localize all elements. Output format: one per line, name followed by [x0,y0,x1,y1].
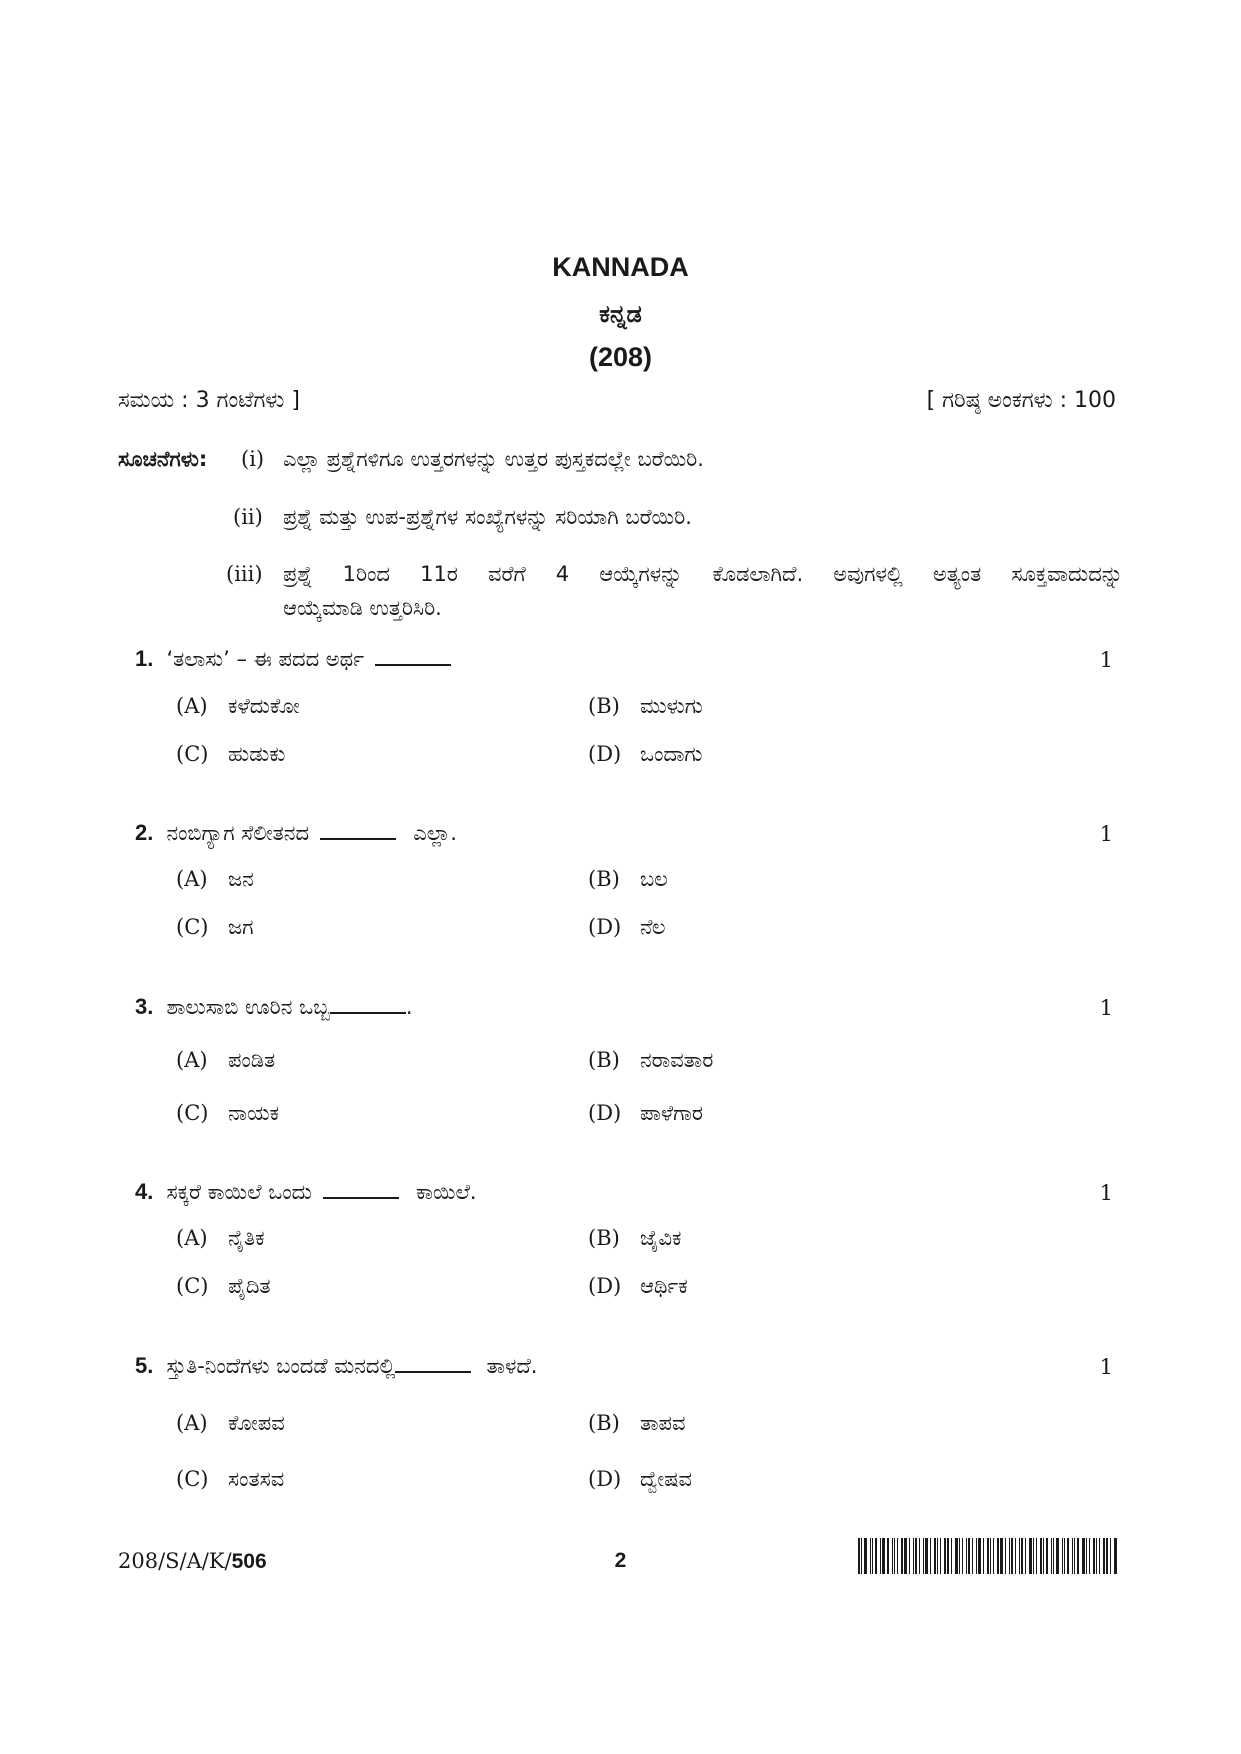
instruction-text: ಪ್ರಶ್ನೆ 1ರಿಂದ 11ರ ವರೆಗೆ 4 ಆಯ್ಕೆಗಳನ್ನು ಕೊಡಲಾಗಿದೆ. ಅವುಗಳಲ್ಲಿ ಅತ್ಯಂತ ಸೂಕ್ತವಾದುದನ್ನು [283,562,1123,586]
barcode-bar [978,1538,981,1574]
answer-blank [320,822,396,840]
exam-subject-title: KANNADA [552,252,689,282]
barcode-bar [997,1538,999,1574]
barcode-bar [858,1538,860,1574]
instruction-number: (iii) [226,562,263,586]
barcode-bar [947,1538,949,1574]
barcode-bar [923,1538,924,1574]
barcode-bar [901,1538,903,1574]
answer-blank [375,648,451,666]
barcode-bar [1046,1538,1048,1574]
barcode-bar [1086,1538,1087,1574]
barcode-bar [940,1538,941,1574]
question-text: ಸ್ತುತಿ-ನಿಂದೆಗಳು ಬಂದಡೆ ಮನದಲ್ಲಿ [166,1354,396,1378]
question [135,820,457,846]
barcode-bar [968,1538,970,1574]
answer-blank [330,996,406,1014]
question-marks: 1 [1099,648,1113,672]
barcode-bar [976,1538,977,1574]
question-text: ‘ತಲಾಸು’ – ಈ ಪದದ ಅರ್ಥ [166,647,365,671]
question-number: 4. [135,1179,154,1204]
barcode-bar [1067,1538,1069,1574]
barcode-bar [1074,1538,1075,1574]
question [135,1353,537,1379]
barcode-bar [882,1538,885,1574]
question-number: 2. [135,820,154,845]
instruction-text-continued: ಆಯ್ಕೆಮಾಡಿ ಉತ್ತರಿಸಿರಿ. [283,596,442,620]
barcode-bar [1000,1538,1003,1574]
paper-code: 208/S/A/K/506 [118,1549,267,1573]
question-text: ನಂಬಿಗ್ಯಾಗ ಸೆಲೀತನದ [166,821,310,845]
exam-max-marks: [ ಗರಿಷ್ಠ ಅಂಕಗಳು : 100 [926,388,1116,413]
barcode-bar [872,1538,873,1574]
barcode-bar [959,1538,960,1574]
barcode-bar [1015,1538,1016,1574]
barcode-bar [1009,1538,1010,1574]
barcode-bar [919,1538,920,1574]
barcode-bar [1005,1538,1006,1574]
option-b: (B) ಜೈವಿಕ [588,1226,682,1250]
barcode-bar [894,1538,895,1574]
barcode-bar [1019,1538,1020,1574]
instruction-number: (ii) [233,505,263,529]
barcode-bar [1114,1538,1117,1574]
barcode-bar [904,1538,907,1574]
question-text-after-blank: . [405,995,413,1019]
barcode-bar [930,1538,931,1574]
option-c: (C) ಹುಡುಕು [176,742,286,766]
barcode-bar [897,1538,898,1574]
exam-time: ಸಮಯ : 3 ಗಂಟೆಗಳು ] [118,388,300,413]
exam-subject-code: (208) [588,342,653,372]
barcode-bar [1103,1538,1105,1574]
barcode-bar [1043,1538,1044,1574]
option-b: (B) ನರಾವತಾರ [588,1048,714,1072]
barcode-bar [1053,1538,1054,1574]
option-b: (B) ಬಲ [588,867,668,891]
option-c: (C) ನಾಯಕ [176,1101,280,1125]
barcode-bar [1011,1538,1013,1574]
barcode-bar [861,1538,862,1574]
barcode-bar [1036,1538,1037,1574]
option-d: (D) ದ್ವೇಷವ [588,1467,692,1491]
barcode-bar [892,1538,893,1574]
barcode-bar [934,1538,936,1574]
barcode-bar [909,1538,910,1574]
barcode-bar [987,1538,989,1574]
barcode-bar [1110,1538,1111,1574]
barcode-bar [864,1538,867,1574]
barcode-bar [1072,1538,1073,1574]
option-a: (A) ಪಂಡಿತ [176,1048,276,1072]
barcode-bar [966,1538,967,1574]
barcode-bar [1056,1538,1059,1574]
option-a: (A) ನೈತಿಕ [176,1226,265,1250]
option-a: (A) ಜನ [176,867,254,891]
barcode-bar [1040,1538,1042,1574]
barcode-bar [993,1538,994,1574]
question-marks: 1 [1099,1181,1113,1205]
barcode-bar [1033,1538,1034,1574]
question-text-after-blank: ಕಾಯಿಲೆ. [416,1180,477,1204]
barcode-bar [1106,1538,1108,1574]
question [135,1179,477,1205]
option-c: (C) ಜಗ [176,915,254,939]
answer-blank [395,1355,471,1373]
question-text: ಸಕ್ಕರೆ ಕಾಯಿಲೆ ಒಂದು [166,1180,312,1204]
barcode-bar [972,1538,973,1574]
barcode-bar [1064,1538,1065,1574]
instruction-text: ಎಲ್ಲಾ ಪ್ರಶ್ನೆಗಳಿಗೂ ಉತ್ತರಗಳನ್ನು ಉತ್ತರ ಪುಸ್ತಕದಲ್ಲೇ ಬರೆಯಿರಿ. [283,447,704,471]
barcode-bar [925,1538,928,1574]
page-number: 2 [614,1549,627,1572]
question [135,994,413,1020]
barcode-bar [880,1538,881,1574]
option-a: (A) ಕಳೆದುಕೋ [176,694,300,718]
option-b: (B) ಮುಳುಗು [588,694,703,718]
instruction-number: (i) [241,447,265,471]
barcode-bar [1099,1538,1100,1574]
barcode-bar [1029,1538,1032,1574]
barcode-bar [1021,1538,1023,1574]
exam-subject-kannada: ಕನ್ನಡ [599,300,642,328]
barcode-bar [875,1538,877,1574]
question-text-after-blank: ತಾಳದೆ. [486,1354,538,1378]
question-text: ಶಾಲುಸಾಬಿ ಊರಿನ ಒಬ್ಬ [166,995,330,1019]
barcode-bar [870,1538,871,1574]
barcode-bar [887,1538,889,1574]
instructions-label: ಸೂಚನೆಗಳು: [118,447,208,471]
question [135,646,451,672]
question-number: 5. [135,1353,154,1378]
barcode-bar [955,1538,958,1574]
question-number: 3. [135,994,154,1019]
question-marks: 1 [1099,1355,1113,1379]
barcode-bar [1096,1538,1097,1574]
barcode-bar [1077,1538,1079,1574]
question-marks: 1 [1099,996,1113,1020]
barcode-image [858,1538,1118,1574]
answer-blank [323,1181,399,1199]
option-b: (B) ತಾಪವ [588,1411,686,1435]
option-d: (D) ಪಾಳೆಗಾರ [588,1101,703,1125]
option-a: (A) ಕೋಪವ [176,1411,285,1435]
option-d: (D) ಆರ್ಥಿಕ [588,1274,688,1298]
question-text-after-blank: ಎಲ್ಲಾ. [413,821,457,845]
barcode-bar [915,1538,917,1574]
barcode-bar [1093,1538,1095,1574]
barcode-bar [983,1538,984,1574]
barcode-bar [951,1538,952,1574]
option-c: (C) ಸಂತಸವ [176,1467,285,1491]
question-marks: 1 [1099,822,1113,846]
option-d: (D) ಒಂದಾಗು [588,742,703,766]
instruction-text: ಪ್ರಶ್ನೆ ಮತ್ತು ಉಪ-ಪ್ರಶ್ನೆಗಳ ಸಂಖ್ಯೆಗಳನ್ನು ಸರಿಯಾಗಿ ಬರೆಯಿರಿ. [283,505,692,529]
barcode-bar [1025,1538,1026,1574]
question-number: 1. [135,646,154,671]
barcode-bar [1089,1538,1090,1574]
barcode-bar [1082,1538,1085,1574]
barcode-bar [913,1538,914,1574]
barcode-bar [1051,1538,1052,1574]
barcode-bar [990,1538,991,1574]
option-d: (D) ನೆಲ [588,915,666,939]
barcode-bar [962,1538,963,1574]
barcode-bar [944,1538,946,1574]
barcode-bar [1062,1538,1063,1574]
barcode-bar [937,1538,938,1574]
option-c: (C) ಪೈದಿತ [176,1274,271,1298]
